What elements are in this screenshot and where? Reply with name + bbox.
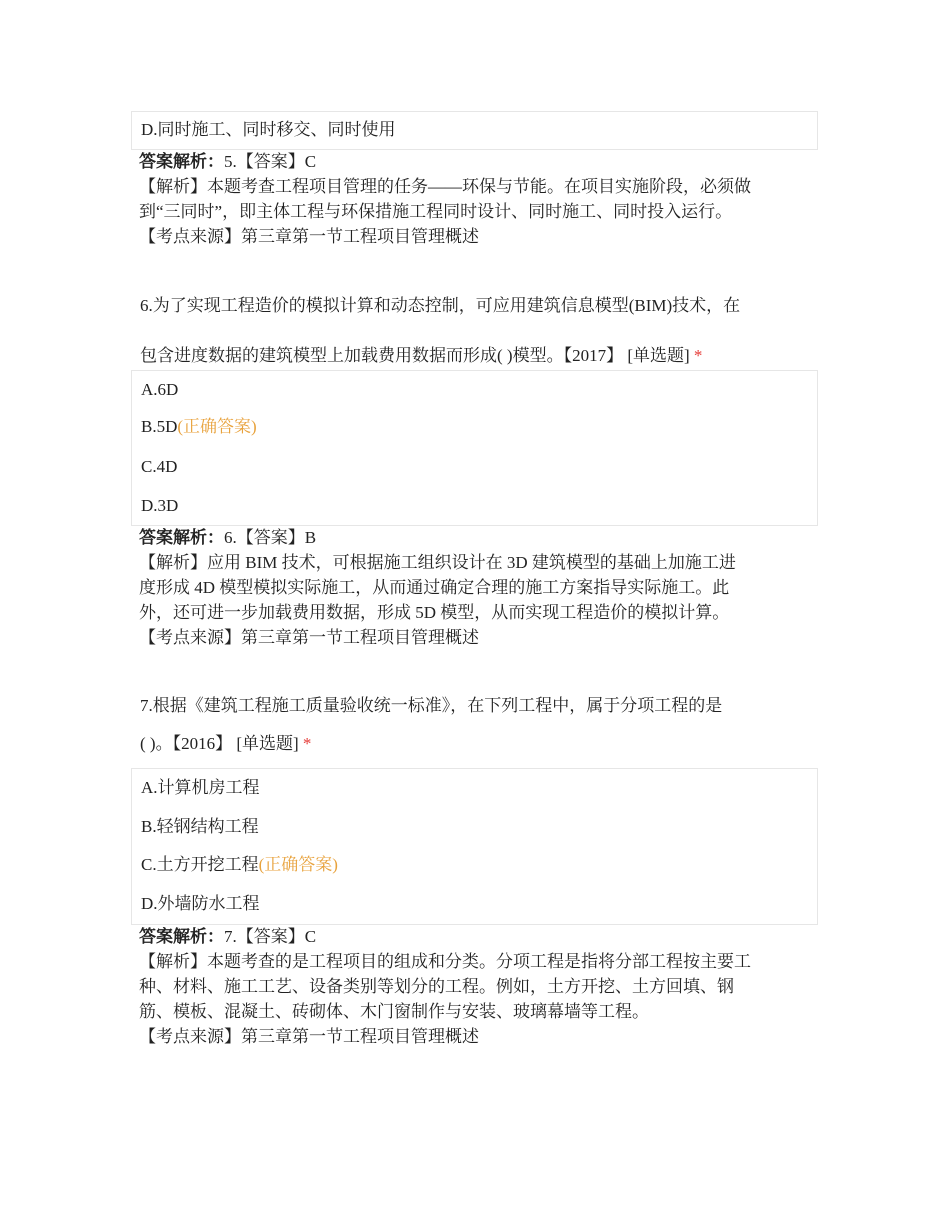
q6-question-line: 6.为了实现工程造价的模拟计算和动态控制，可应用建筑信息模型(BIM)技术，在	[140, 296, 741, 315]
q7-option-b[interactable]	[141, 816, 259, 838]
q6-analysis-line: 【解析】应用 BIM 技术，可根据施工组织设计在 3D 建筑模型的基础上加施工进	[139, 553, 736, 572]
q7-question-line	[140, 725, 820, 762]
q6-option-d[interactable]	[141, 495, 178, 517]
q6-required-mark: *	[693, 346, 703, 365]
q6-analysis-line: 度形成 4D 模型模拟实际施工，从而通过确定合理的施工方案指导实际施工。此	[139, 578, 730, 597]
q5-analysis-line: 【解析】本题考查工程项目管理的任务——环保与节能。在项目实施阶段，必须做	[139, 177, 751, 196]
q7-correct-answer-tag: (正确答案)	[258, 855, 338, 874]
q6-analysis-answer: 6.【答案】B	[224, 528, 317, 547]
q6-analysis	[139, 525, 829, 650]
q7-analysis-line: 种、材料、施工工艺、设备类别等划分的工程。例如，土方开挖、土方回填、钢	[139, 977, 734, 996]
q6-analysis-title: 答案解析：	[139, 528, 224, 547]
q6-option-a-label: A.6D	[141, 380, 179, 399]
q6-option-b[interactable]	[141, 416, 257, 438]
q5-option-d-label: D.同时施工、同时移交、同时使用	[141, 120, 396, 139]
q7-question-line: 7.根据《建筑工程施工质量验收统一标准》，在下列工程中，属于分项工程的是	[140, 696, 723, 715]
q6-question-line2-text: 包含进度数据的建筑模型上加载费用数据而形成( )模型。【2017】 [单选题]	[140, 346, 694, 365]
q7-option-c-label: C.土方开挖工程	[141, 855, 259, 874]
q6-question	[140, 287, 820, 374]
q7-analysis-line: 【解析】本题考查的是工程项目的组成和分类。分项工程是指将分部工程按主要工	[139, 952, 751, 971]
q7-required-mark: *	[302, 734, 312, 753]
q7-question	[140, 687, 820, 762]
q5-analysis-title: 答案解析：	[139, 152, 224, 171]
q7-analysis	[139, 924, 829, 1049]
q7-analysis-header	[139, 924, 829, 949]
q7-option-c[interactable]	[141, 854, 338, 876]
q5-options-box	[131, 111, 818, 150]
q5-option-d[interactable]	[141, 119, 396, 141]
q6-option-b-label: B.5D	[141, 417, 178, 436]
q7-analysis-answer: 7.【答案】C	[224, 927, 317, 946]
q7-analysis-title: 答案解析：	[139, 927, 224, 946]
q6-analysis-line: 【考点来源】第三章第一节工程项目管理概述	[139, 628, 479, 647]
q7-option-b-label: B.轻钢结构工程	[141, 817, 259, 836]
q7-question-line2-text: ( )。【2016】 [单选题]	[140, 734, 303, 753]
q6-analysis-line: 外，还可进一步加载费用数据，形成 5D 模型，从而实现工程造价的模拟计算。	[139, 603, 730, 622]
q7-option-d-label: D.外墙防水工程	[141, 894, 260, 913]
q7-option-a[interactable]	[141, 777, 260, 799]
q5-analysis-line: 到“三同时”，即主体工程与环保措施工程同时设计、同时施工、同时投入运行。	[139, 202, 733, 221]
q5-analysis	[139, 149, 829, 249]
q5-analysis-header	[139, 149, 829, 174]
q6-analysis-header	[139, 525, 829, 550]
q6-options-box	[131, 370, 818, 526]
q7-analysis-line: 筋、模板、混凝土、砖砌体、木门窗制作与安装、玻璃幕墙等工程。	[139, 1002, 649, 1021]
q6-option-a[interactable]	[141, 379, 178, 401]
q7-option-d[interactable]	[141, 893, 260, 915]
q7-options-box	[131, 768, 818, 925]
q7-option-a-label: A.计算机房工程	[141, 778, 260, 797]
q6-option-c-label: C.4D	[141, 457, 178, 476]
q6-correct-answer-tag: (正确答案)	[177, 417, 257, 436]
q6-option-c[interactable]	[141, 456, 177, 478]
q5-analysis-answer: 5.【答案】C	[224, 152, 317, 171]
q6-option-d-label: D.3D	[141, 496, 179, 515]
q6-question-line	[140, 337, 820, 374]
q7-analysis-line: 【考点来源】第三章第一节工程项目管理概述	[139, 1027, 479, 1046]
q5-analysis-line: 【考点来源】第三章第一节工程项目管理概述	[139, 227, 479, 246]
